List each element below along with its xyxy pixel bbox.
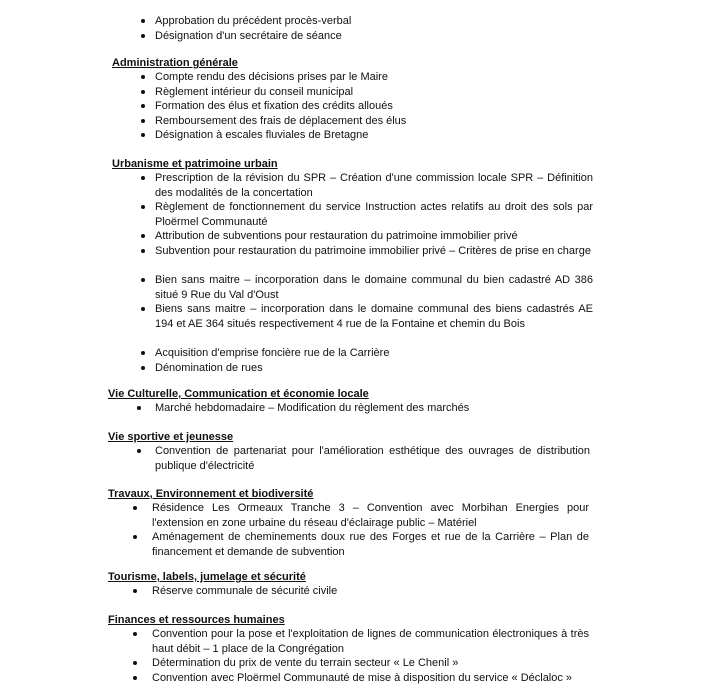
list-item <box>155 361 593 376</box>
bullet-icon <box>141 351 145 355</box>
list-item-text: Règlement intérieur du conseil municipal <box>155 85 354 98</box>
list-item <box>152 671 589 686</box>
list-item <box>155 302 593 331</box>
bullet-icon <box>137 406 141 410</box>
list-item-text: Détermination du prix de vente du terrain secteur « Le Chenil » <box>152 657 459 670</box>
list-item-text: Dénomination de rues <box>155 361 263 374</box>
bullet-icon <box>141 90 145 94</box>
section-heading: Finances et ressources humaines <box>108 614 285 626</box>
bullet-icon <box>141 366 145 370</box>
list-item-text: Remboursement des frais de déplacement des élus <box>155 114 407 127</box>
list-item-text: Aménagement de cheminements doux rue des Forges et rue de la Carrière – Plan de financement et demande de subvention <box>152 531 589 558</box>
list-item <box>155 200 593 229</box>
list-item-text: Réserve communale de sécurité civile <box>152 585 338 597</box>
list-item <box>155 273 593 302</box>
list-item-text: Compte rendu des décisions prises par le Maire <box>155 71 388 83</box>
section-heading: Travaux, Environnement et biodiversité <box>108 488 314 500</box>
list-item <box>155 85 593 100</box>
section-heading: Tourisme, labels, jumelage et sécurité <box>108 571 306 583</box>
bullet-icon <box>141 205 145 209</box>
bullet-icon <box>133 632 137 636</box>
list-item <box>152 530 589 559</box>
bullet-icon <box>133 589 137 593</box>
list-item <box>155 128 593 143</box>
list-item-text: Désignation à escales fluviales de Bretagne <box>155 129 369 142</box>
list-item-text: Convention pour la pose et l'exploitation de lignes de communication électroniques à très haut débit – 1 place de la Congrégation <box>152 628 589 655</box>
list-item-text: Bien sans maitre – incorporation dans le domaine communal du bien cadastré AD 386 situé 9 Rue du Val d'Oust <box>155 274 593 301</box>
list-item <box>155 444 590 473</box>
list-item <box>155 114 593 129</box>
bullet-icon <box>133 535 137 539</box>
bullet-icon <box>141 104 145 108</box>
list-item-text: Subvention pour restauration du patrimoine immobilier privé – Critères de prise en charge <box>155 245 591 257</box>
section-heading: Vie Culturelle, Communication et économie locale <box>108 388 369 400</box>
preamble-item <box>155 14 555 29</box>
list-item-text: Prescription de la révision du SPR – Création d'une commission locale SPR – Définition des modalités de la concertation <box>155 172 593 199</box>
list-item-text: Biens sans maitre – incorporation dans le domaine communal des biens cadastrés AE 194 et AE 364 situés respectivement 4 rue de la Fontaine et chemin du Bois <box>155 303 593 330</box>
list-item-text: Règlement de fonctionnement du service Instruction actes relatifs au droit des sols par Ploërmel Communauté <box>155 201 593 228</box>
bullet-icon <box>141 34 145 38</box>
section-heading: Vie sportive et jeunesse <box>108 431 234 443</box>
bullet-icon <box>141 75 145 79</box>
list-item <box>155 346 593 361</box>
bullet-icon <box>141 19 145 23</box>
list-item-text: Désignation d'un secrétaire de séance <box>155 29 342 42</box>
bullet-icon <box>141 176 145 180</box>
bullet-icon <box>141 133 145 137</box>
bullet-icon <box>141 119 145 123</box>
bullet-icon <box>141 307 145 311</box>
bullet-icon <box>133 676 137 680</box>
list-item <box>152 627 589 656</box>
bullet-icon <box>141 278 145 282</box>
list-item <box>152 656 589 671</box>
section-heading: Administration générale <box>112 57 238 69</box>
list-item-text: Acquisition d'emprise foncière rue de la Carrière <box>155 347 390 360</box>
bullet-icon <box>133 506 137 510</box>
list-item-text: Convention avec Ploërmel Communauté de mise à disposition du service « Déclaloc » <box>152 671 573 684</box>
bullet-icon <box>141 249 145 253</box>
bullet-icon <box>133 661 137 665</box>
bullet-icon <box>141 234 145 238</box>
section-heading: Urbanisme et patrimoine urbain <box>112 158 278 170</box>
list-item <box>155 171 593 200</box>
list-item-text: Attribution de subventions pour restauration du patrimoine immobilier privé <box>155 230 518 243</box>
list-item-text: Formation des élus et fixation des crédits alloués <box>155 100 393 113</box>
bullet-icon <box>137 449 141 453</box>
list-item <box>155 99 593 114</box>
list-item <box>152 584 589 599</box>
list-item-text: Marché hebdomadaire – Modification du règlement des marchés <box>155 402 470 414</box>
list-item-text: Résidence Les Ormeaux Tranche 3 – Convention avec Morbihan Energies pour l'extension en zone urbaine du réseau d'éclairage public – Matériel <box>152 502 589 529</box>
list-item-text: Convention de partenariat pour l'amélioration esthétique des ouvrages de distribution publique d'électricité <box>155 445 590 472</box>
list-item <box>152 501 589 530</box>
list-item <box>155 244 593 259</box>
list-item <box>155 70 593 85</box>
list-item <box>155 401 593 416</box>
list-item-text: Approbation du précédent procès-verbal <box>155 15 352 27</box>
preamble-item <box>155 29 555 44</box>
list-item <box>155 229 593 244</box>
